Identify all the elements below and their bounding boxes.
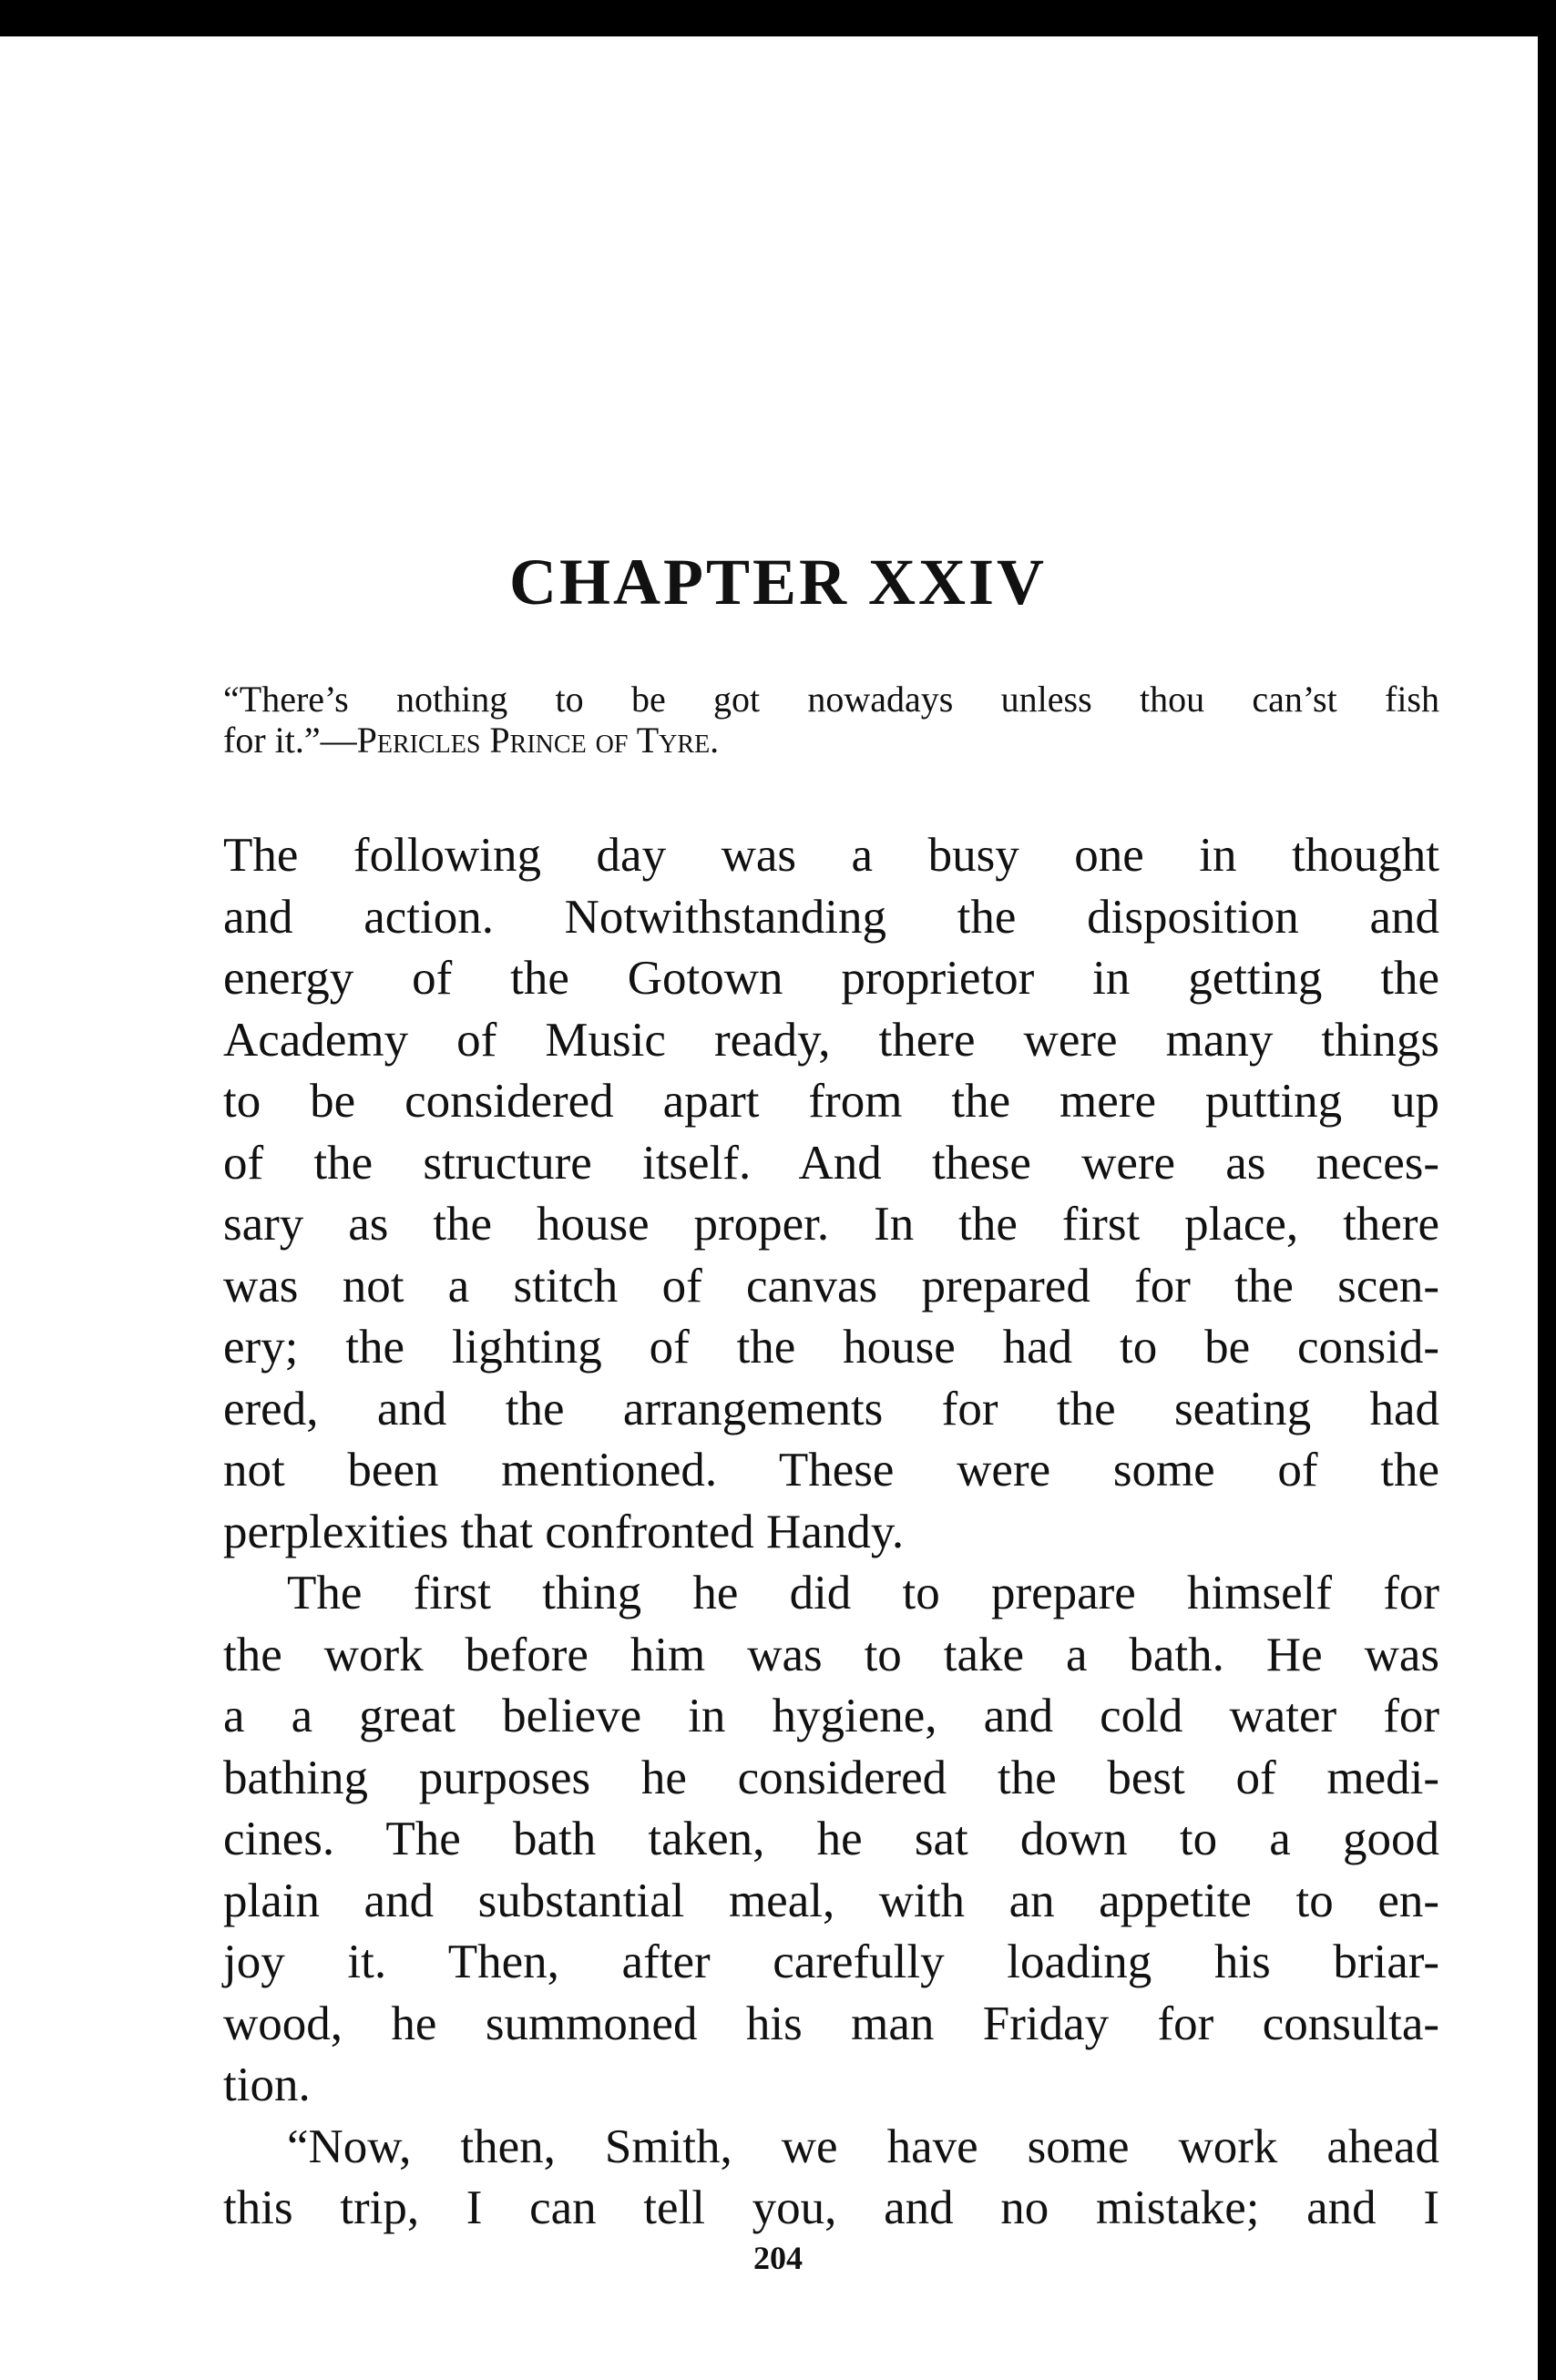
text-line: joy it. Then, after carefully loading his briar- xyxy=(223,1936,1439,1988)
text-line: sary as the house proper. In the first place, there xyxy=(223,1198,1439,1251)
text-line: The first thing he did to prepare himself for xyxy=(287,1567,1439,1619)
text-line: perplexities that confronted Handy. xyxy=(223,1505,905,1558)
text-line: the work before him was to take a bath. He was xyxy=(223,1628,1439,1681)
text-line: to be considered apart from the mere putting up xyxy=(223,1075,1439,1128)
epigraph-quote-line-1: “There’s nothing to be got nowadays unless thou can’st fish xyxy=(223,679,1439,720)
text-line: a a great believe in hygiene, and cold water for xyxy=(223,1690,1439,1742)
text-line: The following day was a busy one in thought xyxy=(223,829,1439,882)
body-text xyxy=(223,825,1439,2240)
epigraph xyxy=(223,679,1439,761)
right-border xyxy=(1538,0,1556,2380)
epigraph-attribution: Pericles Prince of Tyre. xyxy=(356,720,720,761)
top-border xyxy=(0,0,1556,36)
text-line: of the structure itself. And these were as neces- xyxy=(223,1136,1439,1190)
text-line: this trip, I can tell you, and no mistake; and I xyxy=(223,2181,1439,2234)
text-line: wood, he summoned his man Friday for consulta- xyxy=(223,1997,1439,2050)
text-line: energy of the Gotown proprietor in getting the xyxy=(223,952,1439,1005)
text-line: and action. Notwithstanding the disposition and xyxy=(223,890,1439,944)
text-line: not been mentioned. These were some of the xyxy=(223,1444,1439,1496)
text-line: bathing purposes he considered the best of medi- xyxy=(223,1751,1439,1804)
text-line: was not a stitch of canvas prepared for the scen- xyxy=(223,1259,1439,1313)
epigraph-quote-end: for it.”— xyxy=(223,720,357,761)
text-line: “Now, then, Smith, we have some work ahead xyxy=(287,2120,1439,2173)
text-line: cines. The bath taken, he sat down to a good xyxy=(223,1813,1439,1865)
text-line: tion. xyxy=(223,2058,311,2111)
chapter-title: CHAPTER XXIV xyxy=(508,546,1048,618)
page-number: 204 xyxy=(753,2240,803,2276)
text-line: ery; the lighting of the house had to be consid- xyxy=(223,1321,1439,1374)
text-line: Academy of Music ready, there were many things xyxy=(223,1013,1439,1067)
text-line: ered, and the arrangements for the seating had xyxy=(223,1382,1439,1435)
epigraph-quote-line-2 xyxy=(223,720,1439,761)
text-line: plain and substantial meal, with an appetite to en- xyxy=(223,1874,1439,1927)
